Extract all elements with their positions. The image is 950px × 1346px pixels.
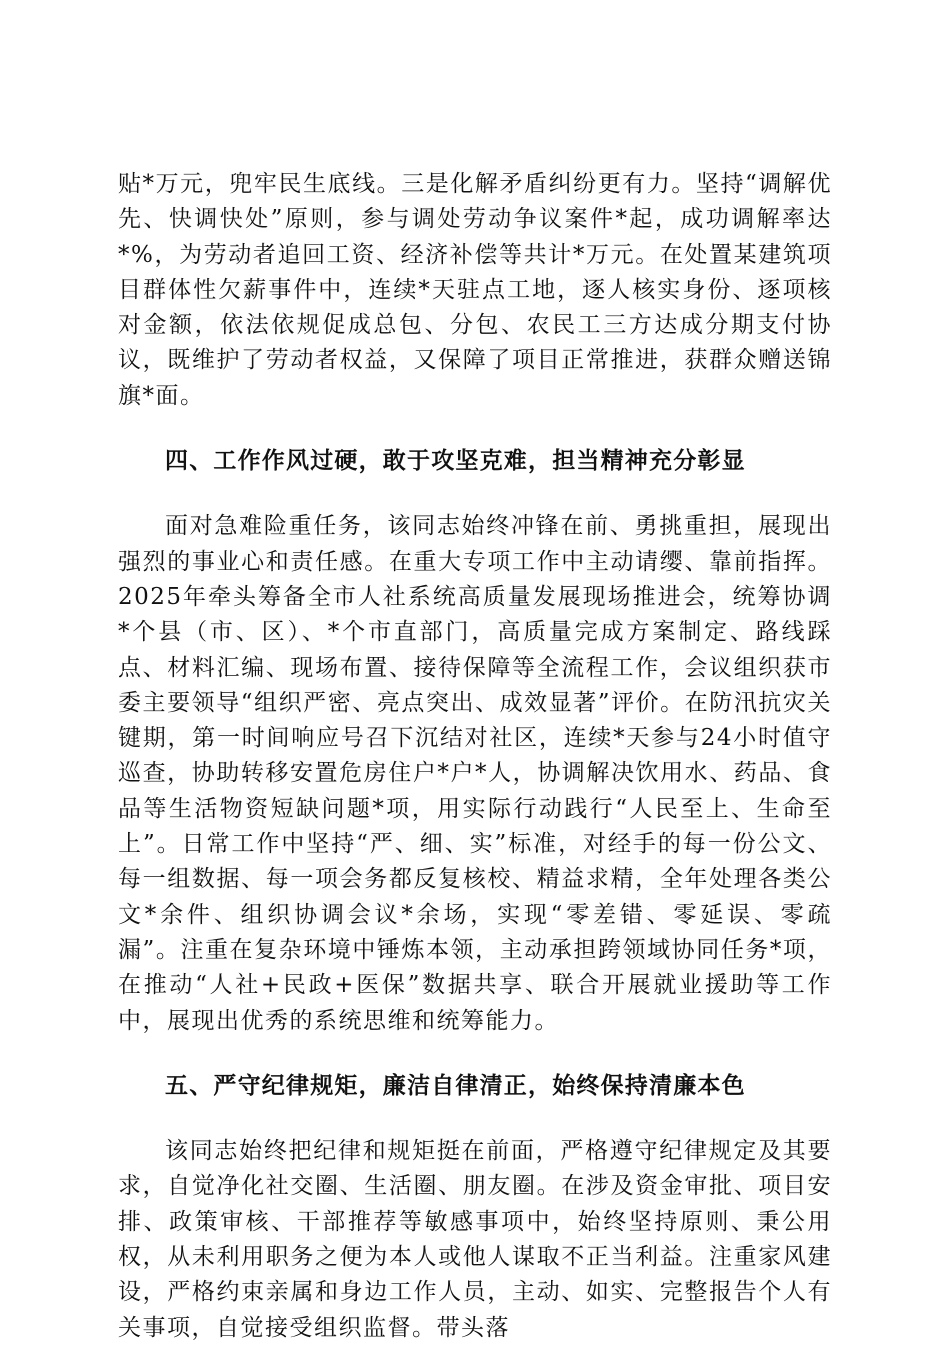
paragraph-work-style: 面对急难险重任务，该同志始终冲锋在前、勇挑重担，展现出强烈的事业心和责任感。在重大专项工作中主动请缨、靠前指挥。2025年牵头筹备全市人社系统高质量发展现场推进会，统筹协调*个县（市、区）、*个市直部门，高质量完成方案制定、路线踩点、材料汇编、现场布置、接待保障等全流程工作，会议组织获市委主要领导“组织严密、亮点突出、成效显著”评价。在防汛抗灾关键期，第一时间响应号召下沉结对社区，连续*天参与24小时值守巡查，协助转移安置危房住户*户*人，协调解决饮用水、药品、食品等生活物资短缺问题*项，用实际行动践行“人民至上、生命至上”。日常工作中坚持“严、细、实”标准，对经手的每一份公文、每一组数据、每一项会务都反复核校、精益求精，全年处理各类公文*余件、组织协调会议*余场，实现“零差错、零延误、零疏漏”。注重在复杂环境中锤炼本领，主动承担跨领域协同任务*项，在推动“人社+民政+医保”数据共享、联合开展就业援助等工作中，展现出优秀的系统思维和统筹能力。 xyxy=(118,513,832,1034)
spacer xyxy=(118,1104,832,1134)
spacer xyxy=(118,414,832,444)
document-body xyxy=(118,167,832,1346)
paragraph-discipline: 该同志始终把纪律和规矩挺在前面，严格遵守纪律规定及其要求，自觉净化社交圈、生活圈、朋友圈。在涉及资金审批、项目安排、政策审核、干部推荐等敏感事项中，始终坚持原则、秉公用权，从未利用职务之便为本人或他人谋取不正当利益。注重家风建设，严格约束亲属和身边工作人员，主动、如实、完整报告个人有关事项，自觉接受组织监督。带头落 xyxy=(118,1138,832,1341)
spacer xyxy=(118,1039,832,1069)
section-heading-4: 四、工作作风过硬，敢于攻坚克难，担当精神充分彰显 xyxy=(165,448,746,475)
section-heading-5: 五、严守纪律规矩，廉洁自律清正，始终保持清廉本色 xyxy=(165,1072,746,1099)
spacer xyxy=(118,479,832,509)
paragraph-livelihood-and-disputes: 贴*万元，兜牢民生底线。三是化解矛盾纠纷更有力。坚持“调解优先、快调快处”原则，参与调处劳动争议案件*起，成功调解率达*%，为劳动者追回工资、经济补偿等共计*万元。在处置某建筑项目群体性欠薪事件中，连续*天驻点工地，逐人核实身份、逐项核对金额，依法依规促成总包、分包、农民工三方达成分期支付协议，既维护了劳动者权益，又保障了项目正常推进，获群众赠送锦旗*面。 xyxy=(118,171,832,409)
